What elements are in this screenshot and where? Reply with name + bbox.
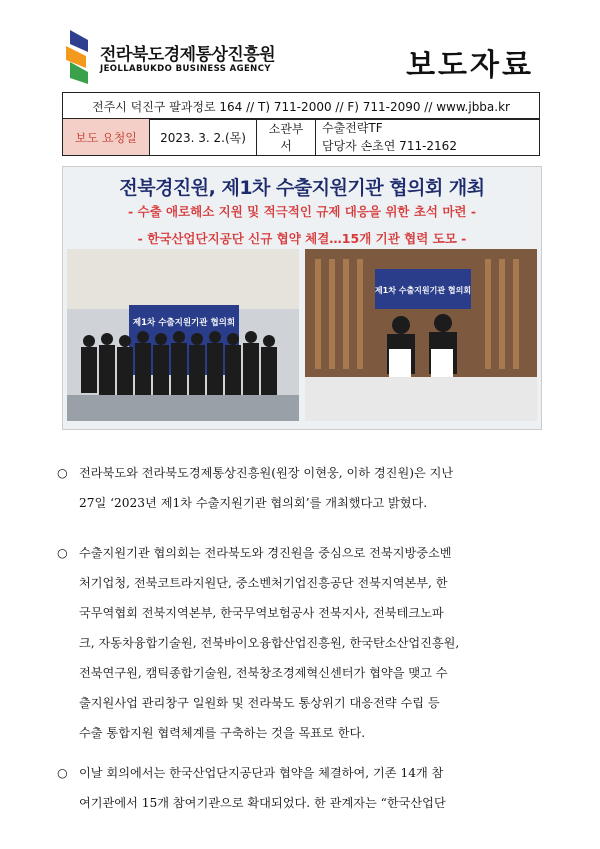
contact-bar: 전주시 덕진구 팔과정로 164 // T) 711-2000 // F) 711-2090 // www.jbba.kr xyxy=(62,92,540,120)
department-cell xyxy=(316,119,540,156)
subheadline-2: - 한국산업단지공단 신규 협약 체결…15개 기관 협력 도모 - xyxy=(137,231,467,246)
group-photo xyxy=(67,249,299,421)
headline-banner xyxy=(62,166,542,430)
request-date-label: 보도 요청일 xyxy=(63,119,150,156)
agency-logo xyxy=(62,30,276,90)
paragraph-bullet: ○ xyxy=(57,546,68,560)
agreement-signing-photo xyxy=(305,249,537,421)
paragraph-bullet: ○ xyxy=(57,466,68,480)
paragraph-1: ○ 전라북도와 전라북도경제통상진흥원(원장 이현웅, 이하 경진원)은 지난 27일 ‘2023년 제1차 수출지원기관 협의회’를 개최했다고 밝혔다. xyxy=(57,458,543,518)
press-release-title: 보도자료 xyxy=(406,48,534,83)
contact-person: 담당자 손초연 711-2162 xyxy=(322,139,457,153)
release-info-table xyxy=(62,118,540,156)
paragraph-2: ○ 수출지원기관 협의회는 전라북도와 경진원을 중심으로 전북지방중소벤 처기업청, 전북코트라지원단, 중소벤처기업진흥공단 전북지역본부, 한 국무역협회 전북지역본부, 한국무역보험공사 전북지사, 전북테크노파 크, 자동차융합기술원, 전북바이오융합산업진흥원, 한국탄소산업진흥원, 전북연구원, 캠틱종합기술원, 전북창조경제혁신센터가 협약을 맺고 수 출지원사업 관리창구 일원화 및 전라북도 통상위기 대응전략 수립 등 수출 통합지원 협력체계를 구축하는 것을 목표로 한다. xyxy=(57,538,543,748)
headline: 전북경진원, 제1차 수출지원기관 협의회 개최 xyxy=(119,177,485,199)
paragraph-3: ○ 이날 회의에서는 한국산업단지공단과 협약을 체결하여, 기존 14개 참 여기관에서 15개 참여기관으로 확대되었다. 한 관계자는 “한국산업단 xyxy=(57,758,543,818)
request-date: 2023. 3. 2.(목) xyxy=(150,119,257,156)
agency-name-korean: 전라북도경제통상진흥원 xyxy=(100,45,276,65)
subheadline-1: - 수출 애로해소 지원 및 적극적인 규제 대응을 위한 초석 마련 - xyxy=(127,204,477,219)
group-photo-sign: 제1차 수출지원기관 협의회 xyxy=(132,318,236,328)
department-label: 소관부서 xyxy=(257,119,316,156)
department-name: 수출전략TF xyxy=(322,121,383,135)
signing-photo-sign: 제1차 수출지원기관 협의회 xyxy=(374,286,472,295)
paragraph-bullet: ○ xyxy=(57,766,68,780)
agency-logo-icon xyxy=(62,30,96,86)
agency-name-english: JEOLLABUKDO BUSINESS AGENCY xyxy=(100,64,271,74)
